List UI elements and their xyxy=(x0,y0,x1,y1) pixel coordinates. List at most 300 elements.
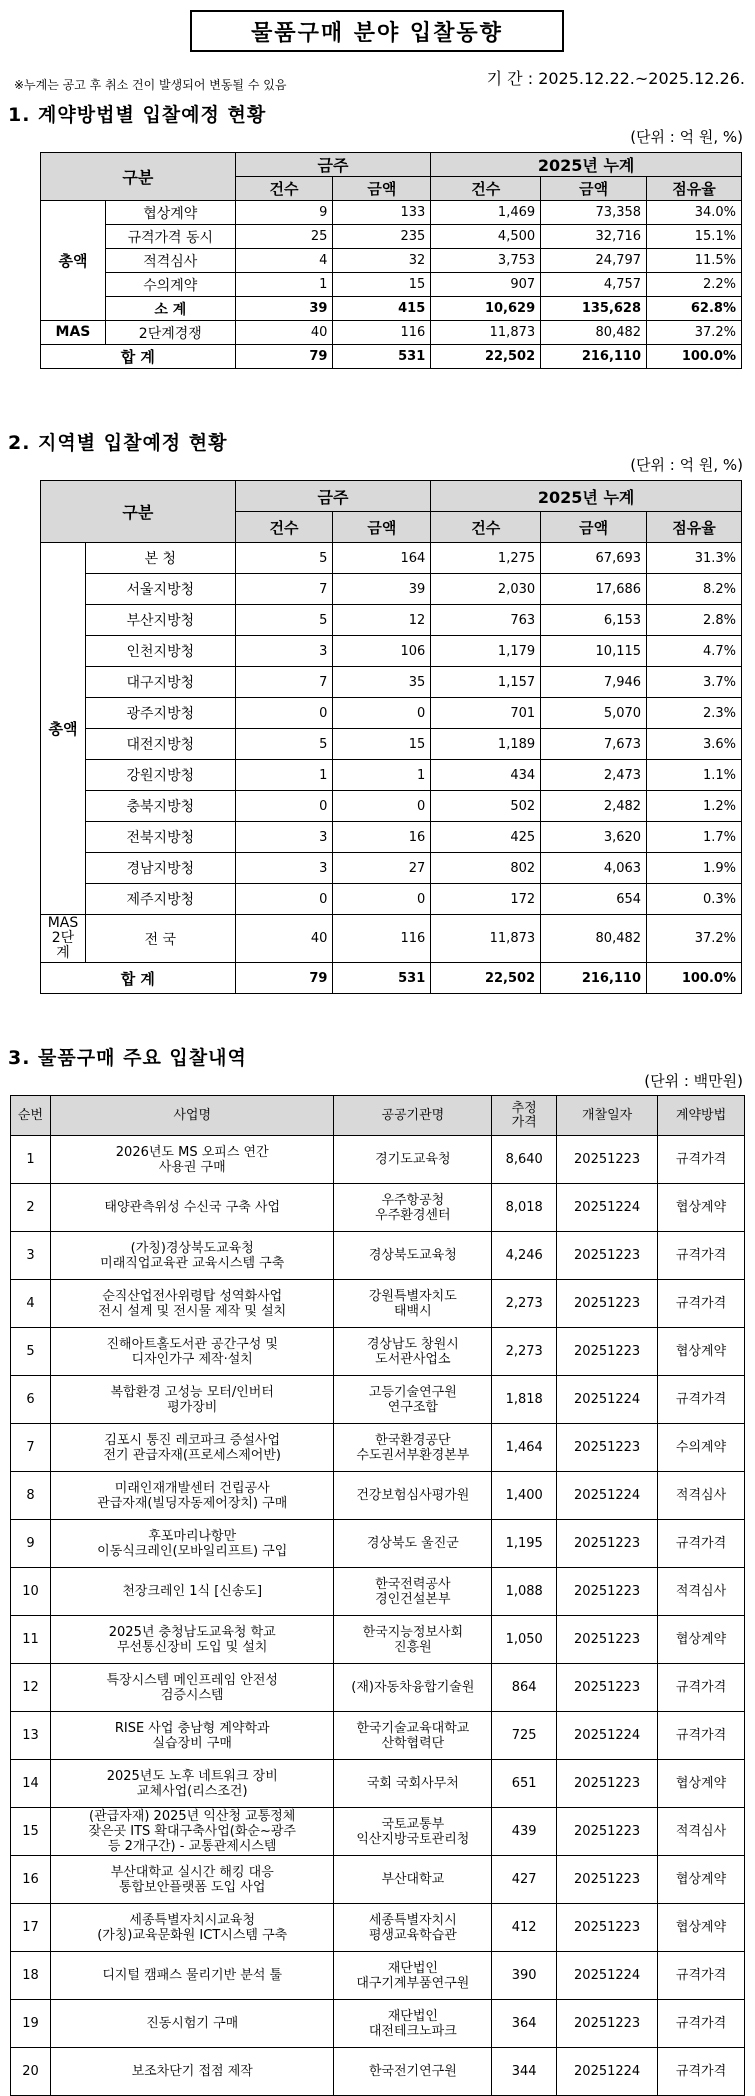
cell-w-amt: 133 xyxy=(333,201,431,225)
cell-w-cnt: 5 xyxy=(235,543,333,574)
header-cumulative: 2025년 누계 xyxy=(431,153,742,177)
table-header-row xyxy=(41,153,742,177)
cell-no: 12 xyxy=(11,1664,51,1712)
table-row xyxy=(11,1952,745,2000)
cell-c-amt: 654 xyxy=(541,884,647,915)
cell-c-cnt: 2,030 xyxy=(431,574,541,605)
cell-share: 11.5% xyxy=(647,249,742,273)
cell-c-amt: 32,716 xyxy=(541,225,647,249)
header-gubun: 구분 xyxy=(41,481,236,543)
cell-method: 규격가격 xyxy=(658,2000,745,2048)
cell-c-amt: 2,482 xyxy=(541,791,647,822)
cell-price: 412 xyxy=(492,1904,557,1952)
table-row xyxy=(11,1184,745,1232)
cell-c-amt: 7,946 xyxy=(541,667,647,698)
cell-w-amt: 0 xyxy=(333,791,431,822)
cell-method: 협상계약 xyxy=(658,1760,745,1808)
cell-price: 8,018 xyxy=(492,1184,557,1232)
cell-c-amt: 67,693 xyxy=(541,543,647,574)
cell-agency: 한국전기연구원 xyxy=(334,2048,492,2096)
cell-agency: 한국환경공단 수도권서부환경본부 xyxy=(334,1424,492,1472)
table-row xyxy=(41,760,742,791)
total-w-amt: 531 xyxy=(333,963,431,994)
cell-date: 20251223 xyxy=(557,1760,658,1808)
cell-w-amt: 116 xyxy=(333,915,431,963)
cell-project: 복합환경 고성능 모터/인버터 평가장비 xyxy=(50,1376,334,1424)
cell-agency: 고등기술연구원 연구조합 xyxy=(334,1376,492,1424)
cell-method: 규격가격 xyxy=(658,2048,745,2096)
table-row xyxy=(11,1232,745,1280)
cell-no: 16 xyxy=(11,1856,51,1904)
cell-no: 6 xyxy=(11,1376,51,1424)
cell-agency: 건강보험심사평가원 xyxy=(334,1472,492,1520)
cell-w-cnt: 7 xyxy=(235,667,333,698)
cell-w-cnt: 4 xyxy=(235,249,333,273)
table-row xyxy=(11,2048,745,2096)
cell-method: 규격가격 xyxy=(658,1664,745,1712)
contract-method-table xyxy=(40,152,742,369)
page-title-text: 물품구매 분야 입찰동향 xyxy=(251,20,503,46)
row-label: 광주지방청 xyxy=(85,698,235,729)
cell-method: 규격가격 xyxy=(658,1136,745,1184)
table-row xyxy=(41,853,742,884)
cell-w-cnt: 9 xyxy=(235,201,333,225)
header-method: 계약방법 xyxy=(658,1096,745,1136)
cell-c-cnt: 802 xyxy=(431,853,541,884)
cell-c-cnt: 1,179 xyxy=(431,636,541,667)
header-count: 건수 xyxy=(235,512,333,543)
cell-no: 4 xyxy=(11,1280,51,1328)
cell-date: 20251224 xyxy=(557,2048,658,2096)
cell-price: 1,050 xyxy=(492,1616,557,1664)
cell-method: 규격가격 xyxy=(658,1520,745,1568)
cell-no: 15 xyxy=(11,1808,51,1856)
table-row xyxy=(11,1376,745,1424)
cell-project: 태양관측위성 수신국 구축 사업 xyxy=(50,1184,334,1232)
cell-price: 439 xyxy=(492,1808,557,1856)
section3-unit: (단위 : 백만원) xyxy=(644,1072,743,1090)
table-row xyxy=(11,1520,745,1568)
total-row xyxy=(41,345,742,369)
cell-method: 협상계약 xyxy=(658,1328,745,1376)
cell-w-amt: 0 xyxy=(333,884,431,915)
cell-w-cnt: 0 xyxy=(235,884,333,915)
table-row xyxy=(11,1424,745,1472)
total-share: 100.0% xyxy=(647,963,742,994)
header-price: 추정 가격 xyxy=(492,1096,557,1136)
cell-project: 특장시스템 메인프레임 안전성 검증시스템 xyxy=(50,1664,334,1712)
row-label: 전 국 xyxy=(85,915,235,963)
cell-method: 적격심사 xyxy=(658,1568,745,1616)
cell-project: 순직산업전사위령탑 성역화사업 전시 설계 및 전시물 제작 및 설치 xyxy=(50,1280,334,1328)
cell-c-amt: 135,628 xyxy=(541,297,647,321)
table-row xyxy=(41,667,742,698)
cell-date: 20251224 xyxy=(557,1184,658,1232)
cell-w-cnt: 40 xyxy=(235,321,333,345)
header-count: 건수 xyxy=(431,177,541,201)
row-label: 서울지방청 xyxy=(85,574,235,605)
row-label: 본 청 xyxy=(85,543,235,574)
table-row xyxy=(41,321,742,345)
header-count: 건수 xyxy=(235,177,333,201)
cell-c-amt: 17,686 xyxy=(541,574,647,605)
cell-agency: 한국기술교육대학교 산학협력단 xyxy=(334,1712,492,1760)
cell-c-cnt: 172 xyxy=(431,884,541,915)
table-header-row xyxy=(41,481,742,512)
cell-share: 1.2% xyxy=(647,791,742,822)
header-cumulative: 2025년 누계 xyxy=(431,481,742,512)
cell-share: 15.1% xyxy=(647,225,742,249)
cell-w-amt: 32 xyxy=(333,249,431,273)
row-label: 소 계 xyxy=(105,297,235,321)
total-label: 합 계 xyxy=(41,345,236,369)
cell-project: 진해아트홀도서관 공간구성 및 디자인가구 제작·설치 xyxy=(50,1328,334,1376)
cell-price: 390 xyxy=(492,1952,557,2000)
total-c-cnt: 22,502 xyxy=(431,345,541,369)
cell-c-cnt: 1,157 xyxy=(431,667,541,698)
cell-agency: 한국전력공사 경인건설본부 xyxy=(334,1568,492,1616)
cell-c-amt: 80,482 xyxy=(541,321,647,345)
cell-no: 19 xyxy=(11,2000,51,2048)
table-row xyxy=(41,698,742,729)
cell-project: 보조차단기 접점 제작 xyxy=(50,2048,334,2096)
cell-price: 651 xyxy=(492,1760,557,1808)
cell-method: 협상계약 xyxy=(658,1184,745,1232)
total-w-cnt: 79 xyxy=(235,963,333,994)
table-row xyxy=(41,605,742,636)
cell-agency: 경기도교육청 xyxy=(334,1136,492,1184)
header-date: 개찰일자 xyxy=(557,1096,658,1136)
cell-price: 725 xyxy=(492,1712,557,1760)
cell-date: 20251224 xyxy=(557,1712,658,1760)
header-share: 점유율 xyxy=(647,512,742,543)
cell-agency: 한국지능정보사회 진흥원 xyxy=(334,1616,492,1664)
cell-date: 20251223 xyxy=(557,1328,658,1376)
cell-method: 적격심사 xyxy=(658,1472,745,1520)
cell-price: 864 xyxy=(492,1664,557,1712)
cell-project: 세종특별자치시교육청 (가칭)교육문화원 ICT시스템 구축 xyxy=(50,1904,334,1952)
cell-price: 8,640 xyxy=(492,1136,557,1184)
cell-w-amt: 1 xyxy=(333,760,431,791)
section2-title: 2. 지역별 입찰예정 현황 xyxy=(8,432,228,454)
table-header-row xyxy=(11,1096,745,1136)
cell-w-cnt: 25 xyxy=(235,225,333,249)
cell-price: 2,273 xyxy=(492,1280,557,1328)
table-row xyxy=(11,1328,745,1376)
cell-price: 1,464 xyxy=(492,1424,557,1472)
row-label: 충북지방청 xyxy=(85,791,235,822)
cell-project: 미래인재개발센터 건립공사 관급자재(빌딩자동제어장치) 구매 xyxy=(50,1472,334,1520)
cell-no: 3 xyxy=(11,1232,51,1280)
cell-w-amt: 35 xyxy=(333,667,431,698)
table-row xyxy=(11,1136,745,1184)
cell-w-amt: 0 xyxy=(333,698,431,729)
cell-agency: (재)자동차융합기술원 xyxy=(334,1664,492,1712)
cell-no: 11 xyxy=(11,1616,51,1664)
row-label: 대구지방청 xyxy=(85,667,235,698)
cell-share: 37.2% xyxy=(647,321,742,345)
row-label: 대전지방청 xyxy=(85,729,235,760)
table-row xyxy=(41,915,742,963)
table-row xyxy=(11,1280,745,1328)
cell-project: 후포마리나항만 이동식크레인(모바일리프트) 구입 xyxy=(50,1520,334,1568)
row-label: 2단계경쟁 xyxy=(105,321,235,345)
cell-share: 2.3% xyxy=(647,698,742,729)
cell-price: 427 xyxy=(492,1856,557,1904)
table-row xyxy=(11,1856,745,1904)
cell-no: 18 xyxy=(11,1952,51,2000)
cell-project: 디지털 캠패스 물리기반 분석 툴 xyxy=(50,1952,334,2000)
header-week: 금주 xyxy=(235,481,431,512)
header-share: 점유율 xyxy=(647,177,742,201)
header-amount: 금액 xyxy=(333,512,431,543)
cell-c-amt: 3,620 xyxy=(541,822,647,853)
cell-price: 1,818 xyxy=(492,1376,557,1424)
cell-c-cnt: 763 xyxy=(431,605,541,636)
cell-c-cnt: 4,500 xyxy=(431,225,541,249)
cell-w-amt: 235 xyxy=(333,225,431,249)
table-row xyxy=(41,729,742,760)
cell-project: (가칭)경상북도교육청 미래직업교육관 교육시스템 구축 xyxy=(50,1232,334,1280)
table-row xyxy=(41,543,742,574)
row-label: 협상계약 xyxy=(105,201,235,225)
table-row xyxy=(41,225,742,249)
cell-agency: 우주항공청 우주환경센터 xyxy=(334,1184,492,1232)
cell-project: 부산대학교 실시간 해킹 대응 통합보안플랫폼 도입 사업 xyxy=(50,1856,334,1904)
cell-price: 364 xyxy=(492,2000,557,2048)
cell-share: 31.3% xyxy=(647,543,742,574)
cell-no: 17 xyxy=(11,1904,51,1952)
cell-w-cnt: 3 xyxy=(235,636,333,667)
cell-date: 20251223 xyxy=(557,1568,658,1616)
row-label: 전북지방청 xyxy=(85,822,235,853)
table-row xyxy=(41,201,742,225)
cell-price: 1,195 xyxy=(492,1520,557,1568)
cell-agency: 경상북도 울진군 xyxy=(334,1520,492,1568)
cell-no: 8 xyxy=(11,1472,51,1520)
cell-w-cnt: 7 xyxy=(235,574,333,605)
cell-share: 62.8% xyxy=(647,297,742,321)
cell-project: RISE 사업 충남형 계약학과 실습장비 구매 xyxy=(50,1712,334,1760)
cell-share: 1.7% xyxy=(647,822,742,853)
cell-method: 적격심사 xyxy=(658,1808,745,1856)
cell-project: 천장크레인 1식 [신송도] xyxy=(50,1568,334,1616)
cell-no: 5 xyxy=(11,1328,51,1376)
table-row xyxy=(11,1472,745,1520)
cell-w-amt: 15 xyxy=(333,729,431,760)
total-c-amt: 216,110 xyxy=(541,345,647,369)
cell-w-cnt: 3 xyxy=(235,853,333,884)
total-row xyxy=(41,963,742,994)
cell-agency: 국회 국회사무처 xyxy=(334,1760,492,1808)
section2-unit: (단위 : 억 원, %) xyxy=(630,456,743,474)
cell-project: 진동시험기 구매 xyxy=(50,2000,334,2048)
cell-method: 규격가격 xyxy=(658,1280,745,1328)
cell-share: 8.2% xyxy=(647,574,742,605)
table-row xyxy=(41,574,742,605)
total-w-cnt: 79 xyxy=(235,345,333,369)
cell-c-cnt: 502 xyxy=(431,791,541,822)
cell-agency: 재단법인 대구기계부품연구원 xyxy=(334,1952,492,2000)
period-text: 기 간 : 2025.12.22.~2025.12.26. xyxy=(486,69,745,88)
cell-w-cnt: 0 xyxy=(235,791,333,822)
cell-price: 4,246 xyxy=(492,1232,557,1280)
cell-no: 20 xyxy=(11,2048,51,2096)
cell-project: 2025년 충청남도교육청 학교 무선통신장비 도입 및 설치 xyxy=(50,1616,334,1664)
cell-c-cnt: 1,189 xyxy=(431,729,541,760)
cell-no: 2 xyxy=(11,1184,51,1232)
cell-c-cnt: 11,873 xyxy=(431,321,541,345)
cell-c-amt: 10,115 xyxy=(541,636,647,667)
cell-w-amt: 16 xyxy=(333,822,431,853)
cell-share: 2.2% xyxy=(647,273,742,297)
cell-date: 20251224 xyxy=(557,1376,658,1424)
cell-w-cnt: 1 xyxy=(235,273,333,297)
cell-w-amt: 39 xyxy=(333,574,431,605)
cell-c-cnt: 907 xyxy=(431,273,541,297)
table-row xyxy=(11,1760,745,1808)
cell-date: 20251224 xyxy=(557,1472,658,1520)
cell-agency: 경상남도 창원시 도서관사업소 xyxy=(334,1328,492,1376)
cell-no: 9 xyxy=(11,1520,51,1568)
cell-c-cnt: 11,873 xyxy=(431,915,541,963)
cell-c-cnt: 1,275 xyxy=(431,543,541,574)
cell-w-cnt: 39 xyxy=(235,297,333,321)
cell-date: 20251224 xyxy=(557,1952,658,2000)
total-label: 합 계 xyxy=(41,963,236,994)
table-row xyxy=(41,791,742,822)
cell-c-cnt: 425 xyxy=(431,822,541,853)
table-row xyxy=(11,1712,745,1760)
row-label: 강원지방청 xyxy=(85,760,235,791)
cell-w-cnt: 5 xyxy=(235,605,333,636)
cell-c-amt: 80,482 xyxy=(541,915,647,963)
cell-c-cnt: 1,469 xyxy=(431,201,541,225)
table-row xyxy=(41,636,742,667)
cell-share: 3.7% xyxy=(647,667,742,698)
section1-title: 1. 계약방법별 입찰예정 현황 xyxy=(8,104,267,126)
page-title xyxy=(190,10,564,52)
section1-unit: (단위 : 억 원, %) xyxy=(630,128,743,146)
group-label-mas: MAS 2단계 xyxy=(41,915,86,963)
cell-share: 37.2% xyxy=(647,915,742,963)
cell-agency: 경상북도교육청 xyxy=(334,1232,492,1280)
cell-project: 2025년도 노후 네트워크 장비 교체사업(리스조건) xyxy=(50,1760,334,1808)
note-text: ※누계는 공고 후 취소 건이 발생되어 변동될 수 있음 xyxy=(14,78,287,92)
row-label: 인천지방청 xyxy=(85,636,235,667)
table-row xyxy=(41,273,742,297)
cell-agency: 강원특별자치도 태백시 xyxy=(334,1280,492,1328)
cell-w-cnt: 40 xyxy=(235,915,333,963)
table-row xyxy=(11,1616,745,1664)
cell-w-cnt: 0 xyxy=(235,698,333,729)
cell-share: 1.1% xyxy=(647,760,742,791)
cell-share: 0.3% xyxy=(647,884,742,915)
group-label-mas: MAS xyxy=(41,321,106,345)
cell-c-cnt: 10,629 xyxy=(431,297,541,321)
header-no: 순번 xyxy=(11,1096,51,1136)
cell-agency: 재단법인 대전테크노파크 xyxy=(334,2000,492,2048)
cell-price: 344 xyxy=(492,2048,557,2096)
cell-no: 1 xyxy=(11,1136,51,1184)
header-count: 건수 xyxy=(431,512,541,543)
cell-date: 20251223 xyxy=(557,1856,658,1904)
table-row xyxy=(11,1568,745,1616)
cell-project: (관급자재) 2025년 익산청 교통정체 잦은곳 ITS 확대구축사업(화순~광주 등 2개구간) - 교통관제시스템 xyxy=(50,1808,334,1856)
cell-price: 1,400 xyxy=(492,1472,557,1520)
row-label: 부산지방청 xyxy=(85,605,235,636)
header-amount: 금액 xyxy=(541,512,647,543)
cell-date: 20251223 xyxy=(557,1136,658,1184)
row-label: 규격가격 동시 xyxy=(105,225,235,249)
cell-price: 1,088 xyxy=(492,1568,557,1616)
header-amount: 금액 xyxy=(541,177,647,201)
cell-date: 20251223 xyxy=(557,1616,658,1664)
cell-no: 10 xyxy=(11,1568,51,1616)
group-label-total: 총액 xyxy=(41,201,106,321)
cell-method: 규격가격 xyxy=(658,1232,745,1280)
cell-date: 20251223 xyxy=(557,1520,658,1568)
section3-title: 3. 물품구매 주요 입찰내역 xyxy=(8,1047,247,1069)
row-label: 제주지방청 xyxy=(85,884,235,915)
cell-date: 20251223 xyxy=(557,1664,658,1712)
cell-c-amt: 73,358 xyxy=(541,201,647,225)
cell-w-amt: 415 xyxy=(333,297,431,321)
cell-c-amt: 7,673 xyxy=(541,729,647,760)
cell-c-amt: 4,757 xyxy=(541,273,647,297)
cell-w-cnt: 1 xyxy=(235,760,333,791)
row-label: 수의계약 xyxy=(105,273,235,297)
cell-share: 2.8% xyxy=(647,605,742,636)
cell-date: 20251223 xyxy=(557,1904,658,1952)
cell-c-amt: 2,473 xyxy=(541,760,647,791)
table-row xyxy=(11,1664,745,1712)
cell-c-amt: 6,153 xyxy=(541,605,647,636)
header-week: 금주 xyxy=(235,153,431,177)
cell-method: 규격가격 xyxy=(658,1712,745,1760)
cell-method: 규격가격 xyxy=(658,1952,745,2000)
table-row xyxy=(41,822,742,853)
row-label: 경남지방청 xyxy=(85,853,235,884)
cell-method: 협상계약 xyxy=(658,1856,745,1904)
header-agency: 공공기관명 xyxy=(334,1096,492,1136)
cell-c-cnt: 701 xyxy=(431,698,541,729)
row-label: 적격심사 xyxy=(105,249,235,273)
cell-method: 수의계약 xyxy=(658,1424,745,1472)
total-w-amt: 531 xyxy=(333,345,431,369)
cell-project: 2026년도 MS 오피스 연간 사용권 구매 xyxy=(50,1136,334,1184)
major-bids-table xyxy=(10,1095,745,2096)
cell-w-amt: 164 xyxy=(333,543,431,574)
cell-w-amt: 106 xyxy=(333,636,431,667)
cell-w-cnt: 3 xyxy=(235,822,333,853)
cell-share: 4.7% xyxy=(647,636,742,667)
cell-method: 협상계약 xyxy=(658,1616,745,1664)
cell-price: 2,273 xyxy=(492,1328,557,1376)
region-table xyxy=(40,480,742,994)
cell-date: 20251223 xyxy=(557,1424,658,1472)
table-row xyxy=(41,297,742,321)
cell-w-amt: 27 xyxy=(333,853,431,884)
cell-date: 20251223 xyxy=(557,1280,658,1328)
cell-no: 7 xyxy=(11,1424,51,1472)
cell-share: 1.9% xyxy=(647,853,742,884)
cell-c-cnt: 3,753 xyxy=(431,249,541,273)
total-share: 100.0% xyxy=(647,345,742,369)
cell-date: 20251223 xyxy=(557,1808,658,1856)
cell-c-cnt: 434 xyxy=(431,760,541,791)
cell-no: 14 xyxy=(11,1760,51,1808)
